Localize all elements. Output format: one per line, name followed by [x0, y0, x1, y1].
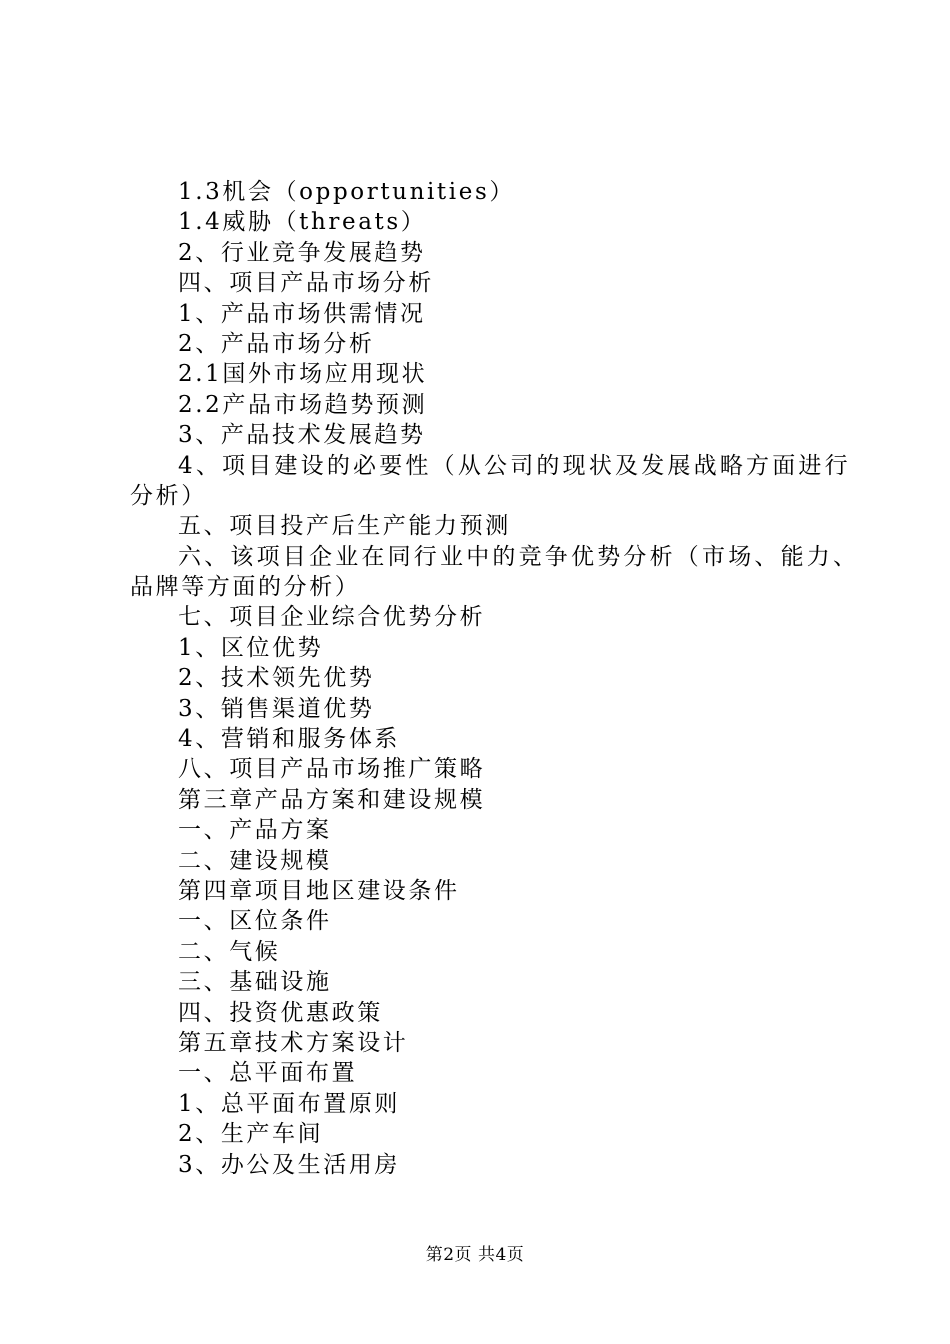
section-heading: 一、产品方案	[178, 817, 332, 844]
chapter-heading: 第三章产品方案和建设规模	[178, 786, 486, 813]
text-line: 2、行业竞争发展趋势	[178, 239, 426, 266]
text-line: 1.4威胁（threats）	[178, 209, 427, 236]
text-line: 2.2产品市场趋势预测	[178, 391, 428, 418]
text-line: 4、营销和服务体系	[178, 726, 401, 753]
section-heading: 五、项目投产后生产能力预测	[178, 513, 511, 540]
section-heading: 六、该项目企业在同行业中的竞争优势分析（市场、能力、	[178, 543, 860, 570]
text-line: 3、产品技术发展趋势	[178, 422, 426, 449]
text-line: 2、生产车间	[178, 1121, 324, 1148]
text-line-continuation: 品牌等方面的分析）	[130, 574, 361, 601]
section-heading: 二、建设规模	[178, 847, 332, 874]
text-line: 1、总平面布置原则	[178, 1090, 401, 1117]
section-heading: 三、基础设施	[178, 969, 332, 996]
section-heading: 一、总平面布置	[178, 1060, 358, 1087]
section-heading: 二、气候	[178, 938, 281, 965]
section-heading: 八、项目产品市场推广策略	[178, 756, 486, 783]
text-line: 4、项目建设的必要性（从公司的现状及发展战略方面进行	[178, 452, 851, 479]
section-heading: 一、区位条件	[178, 908, 332, 935]
page-footer: 第2页 共4页	[425, 1245, 525, 1265]
document-body	[130, 177, 860, 1180]
chapter-heading: 第四章项目地区建设条件	[178, 877, 460, 904]
text-line: 2、技术领先优势	[178, 665, 375, 692]
text-line-continuation: 分析）	[130, 482, 207, 509]
text-line: 1、产品市场供需情况	[178, 300, 426, 327]
text-line: 2.1国外市场应用现状	[178, 361, 428, 388]
text-line: 3、销售渠道优势	[178, 695, 375, 722]
section-heading: 四、项目产品市场分析	[178, 270, 434, 297]
text-line: 3、办公及生活用房	[178, 1151, 401, 1178]
text-line: 2、产品市场分析	[178, 330, 375, 357]
section-heading: 四、投资优惠政策	[178, 999, 383, 1026]
text-line: 1、区位优势	[178, 634, 324, 661]
text-line: 1.3机会（opportunities）	[178, 179, 515, 205]
chapter-heading: 第五章技术方案设计	[178, 1029, 409, 1056]
section-heading: 七、项目企业综合优势分析	[178, 604, 486, 631]
